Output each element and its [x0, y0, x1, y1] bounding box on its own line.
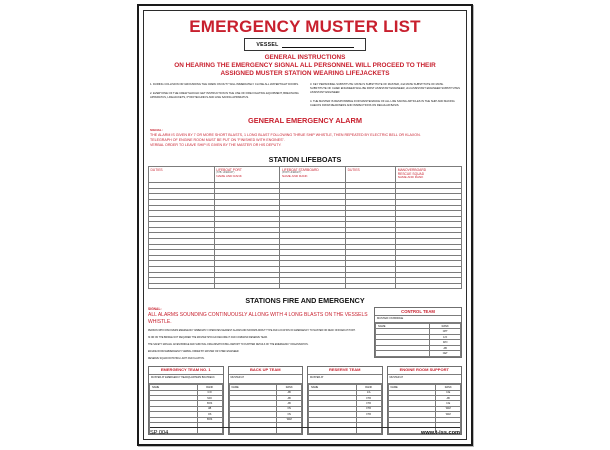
- vessel-input-line[interactable]: [282, 46, 354, 48]
- col-title: DUTIES: [347, 168, 360, 173]
- rank-cell: FTR: [356, 401, 381, 406]
- col-third: NAME AND RANK: [216, 174, 242, 178]
- instruction-note: 2. EVERYONE OF THE CREW SHOULD GET INSTRUCTION IN THE USE OF FIRE FIGHTING EQUIPMENT, BREATHING APPARATUS, LIFEJACKETS, PYROTECHNICS AND LINE SAVING APPARATUS.: [150, 91, 299, 99]
- team-box: [387, 366, 463, 434]
- lifeboats-body: [149, 183, 462, 289]
- alarm-signal-line: THE ALARM IS GIVEN BY 7 OR MORE SHORT BLASTS, 1 LONG BLAST FOLLOWING THRUE SHIP WHISTLE, THEN REPEATED BY ELECTRIC BELL OR KLAXON.: [150, 132, 421, 137]
- rank-cell: CET: [430, 351, 461, 357]
- col-third: NAME AND RANK: [397, 175, 424, 180]
- alarm-signal-label: SIGNAL:: [150, 127, 163, 132]
- rank-cell: FTR: [356, 406, 381, 411]
- rank-cell: 1/O: [430, 334, 461, 340]
- footer: [150, 427, 460, 436]
- rank-cell: C/E: [436, 401, 461, 406]
- general-instructions-line-2: ASSIGNED MUSTER STATION WEARING LIFEJACKETS: [220, 70, 390, 78]
- team-box: [148, 366, 224, 434]
- rank-cell: AB: [277, 401, 302, 406]
- rank-cell: OS: [197, 412, 222, 417]
- alarm-signal-line: VERBAL ORDER TO LEAVE SHIP IS GIVEN BY THE MASTER OR HIS DEPUTY.: [150, 142, 282, 147]
- page-title: EMERGENCY MUSTER LIST: [189, 17, 421, 36]
- general-emergency-alarm-heading: GENERAL EMERGENCY ALARM: [247, 115, 363, 125]
- table-cell[interactable]: [149, 283, 215, 289]
- instruction-note: 4. THE MASTER IS RESPONSIBLE FOR MAINTENANCE OF ALL LIFE SAVING ARTICLES IN THE SHIP AND MAKING CHECKS FROM READINESS AND INSPECTIONS ON REGULAR BASIS.: [310, 99, 455, 107]
- vessel-field[interactable]: [244, 38, 366, 51]
- rank-cell: AB: [436, 396, 461, 401]
- team-title: EMERGENCY TEAM NO. 1: [149, 367, 223, 375]
- lifeboats-header-row: [149, 167, 462, 183]
- col-sub: (PORT LIFERAFT): [281, 172, 302, 175]
- name-cell[interactable]: [376, 351, 430, 357]
- vessel-label: VESSEL: [256, 41, 279, 48]
- rank-cell: W/M: [436, 406, 461, 411]
- fire-note: THE SAFETY MANUAL GIVES BRIDGE AND SURVIVAL ORGANISATION BILL REPORT TO FURTHER DETAILS OF THE EMERGENCY ORGANISATION.: [148, 344, 309, 347]
- rank-cell: AB: [277, 390, 302, 395]
- team-col-rank: RANK: [356, 385, 381, 390]
- control-team-box: [374, 307, 462, 357]
- fire-signal-text: ALL ALARMS SOUNDING CONTINUOUSLY ALLONG WITH 4 LONG BLASTS ON THE VESSELS WHISTLE.: [148, 312, 368, 326]
- lifeboats-col-lifeboat-port: [214, 167, 280, 183]
- notes-column-left: [150, 83, 300, 108]
- team-muster: MUSTER AT: [308, 375, 382, 384]
- rank-cell: W/M: [436, 412, 461, 417]
- product-code: SP 004: [150, 430, 169, 436]
- team-col-name: NAME: [388, 385, 436, 390]
- station-lifeboats-table: [148, 166, 462, 289]
- notes-column-right: [310, 83, 460, 108]
- fire-section: [148, 307, 462, 361]
- col-title: LIFEBOAT PORT: [216, 168, 242, 173]
- fire-left-column: [148, 307, 369, 361]
- col-third: NAME AND RANK: [281, 174, 308, 178]
- general-instructions-notes: [150, 83, 460, 108]
- col-sub: (STB. LIFERAFT): [216, 172, 235, 175]
- table-row[interactable]: [149, 283, 462, 289]
- rank-cell: M/O: [197, 396, 222, 401]
- control-team-body: [376, 329, 461, 357]
- team-box: [307, 366, 383, 434]
- team-col-rank: RANK: [436, 385, 461, 390]
- col-title: LIFEBOAT STARBOARD: [281, 168, 319, 173]
- control-team-table: [375, 323, 461, 357]
- rank-cell: CPT: [430, 329, 461, 335]
- alarm-signal-line: TELEGRAPH OF ENGINE ROOM MUST BE PUT ON "FINISHED WITH ENGINES".: [150, 137, 285, 142]
- alarm-signal-block: [150, 128, 460, 148]
- rank-cell: BOS: [197, 417, 222, 422]
- emergency-muster-list-poster: [137, 4, 473, 446]
- rank-cell: 1/A: [356, 390, 381, 395]
- fire-note: RESERVE SQUAD ROTATING LIGHT AND KLAXTON.: [148, 358, 205, 361]
- rank-cell: OS: [277, 412, 302, 417]
- rank-cell: OS: [277, 406, 302, 411]
- control-team-col-rank: RANK: [430, 323, 461, 329]
- team-muster: MUSTER AT: [388, 375, 462, 384]
- lifeboats-col-manoverboard: [396, 167, 462, 183]
- table-cell[interactable]: [214, 283, 280, 289]
- rank-cell: AB: [430, 345, 461, 351]
- team-title: BACK UP TEAM: [229, 367, 303, 375]
- rank-cell: AB: [277, 396, 302, 401]
- lifeboats-col-duties-rescue: [346, 167, 396, 183]
- rank-cell: FTR: [356, 412, 381, 417]
- team-col-name: NAME: [150, 385, 198, 390]
- team-title: ENGINE ROOM SUPPORT: [388, 367, 462, 375]
- stations-fire-heading: STATIONS FIRE AND EMERGENCY: [245, 296, 365, 306]
- rank-cell: W/M: [277, 417, 302, 422]
- control-team-muster: MUSTER ON BRIDGE: [375, 316, 461, 322]
- fire-note: IS NR ON THE BRIDGE NOT REQUIRED THE MASTER SHOULD RECUIRE IT AND COMMAND RESERVE TEAM.: [148, 337, 268, 340]
- rank-cell: BOS: [197, 401, 222, 406]
- team-col-rank: RANK: [197, 385, 222, 390]
- team-muster: MUSTER AT: [229, 375, 303, 384]
- rank-cell: FTR: [356, 396, 381, 401]
- station-lifeboats-heading: STATION LIFEBOATS: [268, 155, 342, 165]
- lifeboats-col-lifeboat-starboard: [280, 167, 346, 183]
- team-col-name: NAME: [309, 385, 357, 390]
- instruction-note: 1. DURING COLLISION OR GROUNDING THE CREW ON DUTY WILL IMMEDIATELY CLOSE ALL WATERTIGHT DOORS.: [150, 82, 299, 86]
- control-team-col-name: NAME: [376, 323, 430, 329]
- table-cell[interactable]: [346, 283, 396, 289]
- table-row[interactable]: [376, 351, 461, 357]
- rank-cell: R/O: [430, 340, 461, 346]
- rank-cell: C/O: [197, 390, 222, 395]
- col-title: DUTIES: [150, 168, 163, 173]
- general-instructions-heading: GENERAL INSTRUCTIONS: [264, 54, 346, 61]
- teams-row: [148, 366, 462, 434]
- instruction-note: 3. KEY PERSONNEL SUBSTITUTE: MATE IS SUBSTITUTE OF MASTER, 2nd MATE SUBSTITUTE OF MATE. SUBSTITUTE OF CHIEF ENGINEER WILL BE FIRST ASSISTANT ENGINEER, 2nd ASSISTANT ENGINEER SUBSTITUTES ASSISTANT ENGINEER.: [310, 82, 460, 94]
- control-team-title: CONTROL TEAM: [375, 308, 461, 316]
- team-muster: MUSTER AT EMERGENCY HEADQUARTERS BOATDECK: [149, 375, 223, 384]
- fire-note: ENGINE ROOM EMMERGENCY VERBAL ORDER BY MASTER OR CHIEF ENGINEER.: [148, 351, 240, 354]
- fire-note: PERSON WHO DISCOVERS EMERGENCY IMMEDIATLY OPERATES NEAREST ALARM AND INFORMS ABOUT TYPE AND LOCATION OF EMERGENCY TO MASTER OR DECK OFFICER AT PORT.: [148, 330, 356, 333]
- lifeboats-col-duties-port: [149, 167, 215, 183]
- col-title: MANOVERBOARD: [397, 168, 427, 173]
- team-title: RESERVE TEAM: [308, 367, 382, 375]
- fire-signal-label: SIGNAL:: [148, 307, 162, 312]
- table-cell[interactable]: [280, 283, 346, 289]
- team-col-name: NAME: [229, 385, 277, 390]
- rank-cell: AB: [197, 406, 222, 411]
- table-cell[interactable]: [396, 283, 462, 289]
- col-sub: RESCUE SQUAD: [397, 172, 425, 177]
- general-instructions-line-1: ON HEARING THE EMERGENCY SIGNAL ALL PERSONNEL WILL PROCEED TO THEIR: [174, 62, 436, 69]
- rank-cell: C/E: [436, 390, 461, 395]
- team-col-rank: RANK: [277, 385, 302, 390]
- team-box: [228, 366, 304, 434]
- poster-inner-frame: [143, 10, 467, 440]
- website-url[interactable]: www.t-iss.com: [421, 430, 460, 436]
